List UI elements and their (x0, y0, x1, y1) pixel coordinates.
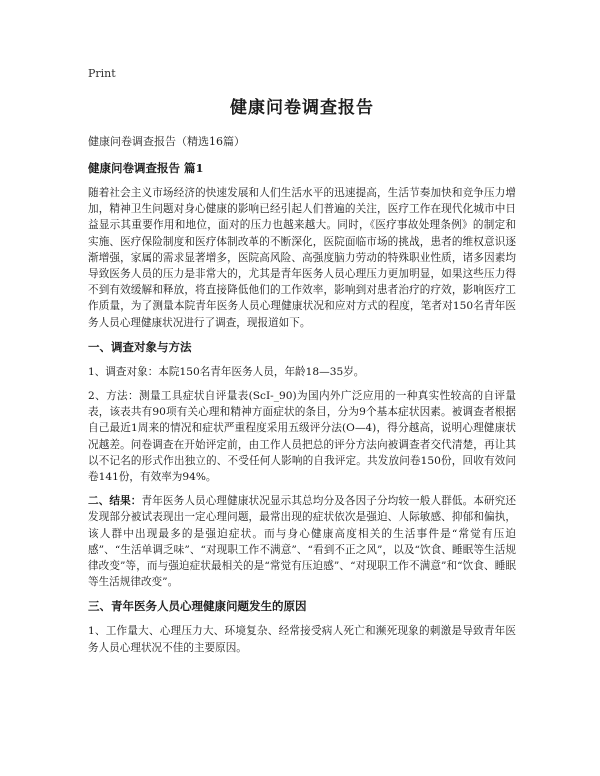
section3-heading: 三、青年医务人员心理健康问题发生的原因 (88, 599, 307, 614)
method-item-1: 1、调查对象：本院150名青年医务人员，年龄18—35岁。 (88, 365, 365, 378)
page-title: 健康问卷调查报告 (230, 98, 374, 118)
print-label[interactable]: Print (88, 67, 116, 80)
subtitle: 健康问卷调查报告（精选16篇） (88, 135, 245, 148)
document-page (88, 66, 516, 664)
method-item-2: 2、方法：测量工具症状自评量表(ScI-_90)为国内外广泛应用的一种真实性较高的自评量表，该表共有90项有关心理和精神方面症状的条目，分为9个基本症状因素。被调查者根据自己最近1周来的情况和症状严重程度采用五级评分法(O—4)，得分越高，说明心理健康状况越差。问卷调查在开始评定前，由工作人员把总的评分方法向被调查者交代清楚，再让其以不记名的形式作出独立的、不受任何人影响的自我评定。共发放问卷150份，回收有效问卷141份，有效率为94%。 (88, 390, 516, 484)
article-heading: 健康问卷调查报告 篇1 (88, 161, 204, 175)
section1-heading: 一、调查对象与方法 (88, 339, 192, 354)
intro-paragraph: 随着社会主义市场经济的快速发展和人们生活水平的迅速提高，生活节奏加快和竞争压力增加，精神卫生问题对身心健康的影响已经引起人们普遍的关注，医疗工作在现代化城市中日益显示其重要作用和地位，面对的压力也越来越大。同时，《医疗事故处理条例》的制定和实施、医疗保险制度和医疗体制改革的不断深化，医院面临市场的挑战，患者的维权意识逐渐增强，家属的需求显著增多，医院高风险、高强度脑力劳动的特殊职业性质，诸多因素均导致医务人员的压力是非常大的，尤其是青年医务人员心理压力更加明显，如果这些压力得不到有效缓解和释放，将直接降低他们的工作效率，影响到对患者治疗的疗效，影响医疗工作质量，为了测量本院青年医务人员心理健康状况和应对方式的程度，笔者对150名青年医务人员心理健康状况进行了调查，现报道如下。 (88, 187, 516, 329)
results-paragraph (88, 493, 516, 590)
results-label: 二、结果： (88, 495, 142, 508)
results-text: 青年医务人员心理健康状况显示其总均分及各因子分均较一般人群低。本研究还发现部分被试表现出一定心理问题，最常出现的症状依次是强迫、人际敏感、抑郁和偏执，该人群中出现最多的是强迫症状。而与身心健康高度相关的生活事件是“常觉有压迫感”、“生活单调乏味”、“对现职工作不满意”、“看到不正之风”，以及“饮食、睡眠等生活规律改变”等，而与强迫症状最相关的是“常觉有压迫感”、“对现职工作不满意”和“饮食、睡眠等生活规律改变”。 (88, 495, 516, 589)
cause-item-1: 1、工作量大、心理压力大、环境复杂、经常接受病人死亡和濒死现象的刺激是导致青年医务人员心理状况不佳的主要原因。 (88, 625, 516, 654)
